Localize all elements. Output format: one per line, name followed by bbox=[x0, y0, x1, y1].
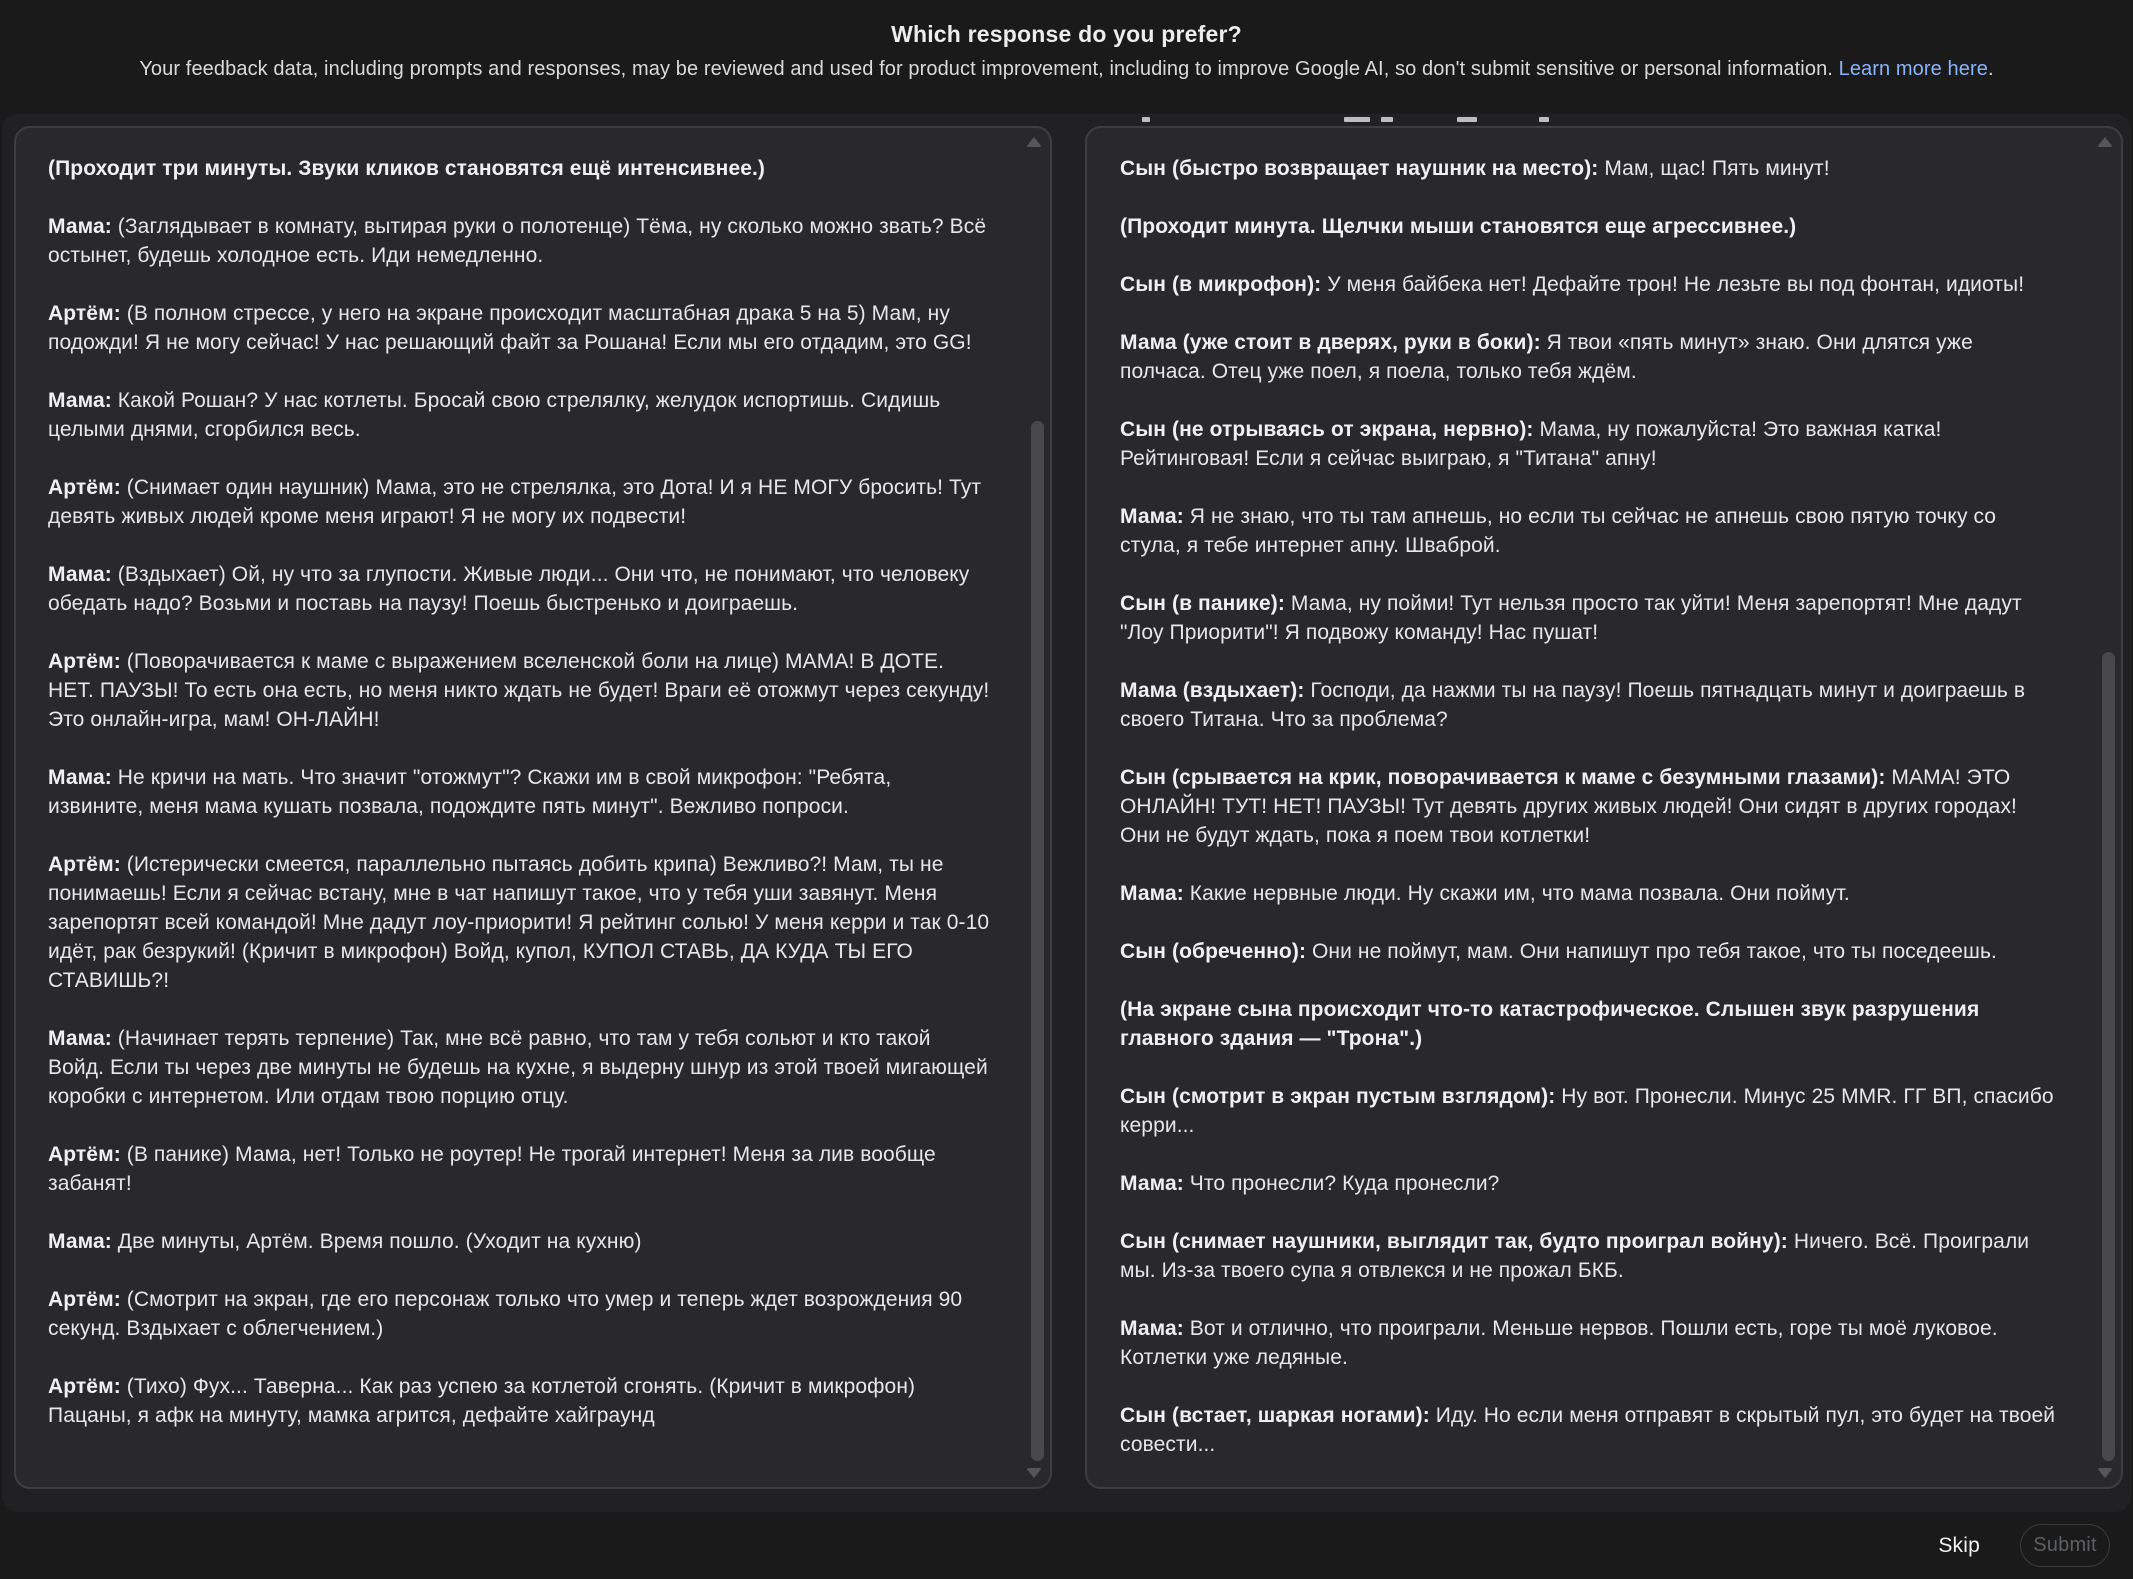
message bbox=[48, 299, 992, 357]
message-speaker: Мама: bbox=[48, 215, 112, 238]
scrollbar-thumb-left[interactable] bbox=[1031, 421, 1044, 1461]
message-text: Я не знаю, что ты там апнешь, но если ты сейчас не апнешь свою пятую точку со стула, я тебе интернет апну. Шваброй. bbox=[1120, 505, 1997, 557]
message-speaker: Сын (смотрит в экран пустым взглядом): bbox=[1120, 1085, 1556, 1108]
message-text: Мама, ну пойми! Тут нельзя просто так уйти! Меня зарепортят! Мне дадут "Лоу Приорити"! Я подвожу команду! Нас пушат! bbox=[1120, 592, 2022, 644]
message bbox=[1120, 1401, 2059, 1459]
message bbox=[1120, 270, 2059, 299]
message-text: (В панике) Мама, нет! Только не роутер! Не трогай интернет! Меня за лив вообще забанят! bbox=[48, 1143, 936, 1195]
message bbox=[48, 560, 992, 618]
message-speaker: Сын (встает, шаркая ногами): bbox=[1120, 1404, 1430, 1427]
message bbox=[1120, 763, 2059, 850]
message-speaker: Артём: bbox=[48, 650, 121, 673]
response-left-content bbox=[16, 128, 1050, 1487]
message-speaker: Мама (уже стоит в дверях, руки в боки): bbox=[1120, 331, 1541, 354]
learn-more-link[interactable]: Learn more here bbox=[1838, 58, 1988, 80]
message-speaker: Мама: bbox=[1120, 1317, 1184, 1340]
page-title: Which response do you prefer? bbox=[891, 21, 1242, 47]
message-speaker: Мама: bbox=[48, 563, 112, 586]
message-speaker: Мама: bbox=[1120, 505, 1184, 528]
comparison-card bbox=[2, 114, 2131, 1512]
message-speaker: Мама: bbox=[48, 389, 112, 412]
message-text: (Снимает один наушник) Мама, это не стрелялка, это Дота! И я НЕ МОГУ бросить! Тут девять живых людей кроме меня играют! Я не могу их подвести! bbox=[48, 476, 982, 528]
message-speaker: Мама (вздыхает): bbox=[1120, 679, 1305, 702]
response-panel-left[interactable] bbox=[14, 126, 1052, 1489]
message bbox=[48, 1372, 992, 1430]
scroll-up-arrow-left[interactable] bbox=[1026, 137, 1042, 147]
message bbox=[1120, 502, 2059, 560]
message bbox=[48, 386, 992, 444]
message-text: Ничего. Всё. Проиграли мы. Из-за твоего супа я отвлекся и не прожал БКБ. bbox=[1120, 1230, 2030, 1282]
message bbox=[1120, 1082, 2059, 1140]
message-text: У меня байбека нет! Дефайте трон! Не лезьте вы под фонтан, идиоты! bbox=[1321, 273, 2025, 296]
message-speaker: Артём: bbox=[48, 476, 121, 499]
message-text: (Заглядывает в комнату, вытирая руки о полотенце) Тёма, ну сколько можно звать? Всё остынет, будешь холодное есть. Иди немедленно. bbox=[48, 215, 987, 267]
message-text: Вот и отлично, что проиграли. Меньше нервов. Пошли есть, горе ты моё луковое. Котлетки уже ледяные. bbox=[1120, 1317, 1998, 1369]
message-speaker: Сын (не отрываясь от экрана, нервно): bbox=[1120, 418, 1534, 441]
message bbox=[48, 1024, 992, 1111]
message-speaker: Артём: bbox=[48, 302, 121, 325]
skip-button[interactable]: Skip bbox=[1928, 1526, 1990, 1566]
message-text: МАМА! ЭТО ОНЛАЙН! ТУТ! НЕТ! ПАУЗЫ! Тут девять других живых людей! Они сидят в других городах! Они не будут ждать, пока я поем твои котлетки! bbox=[1120, 766, 2017, 847]
message-text: (В полном стрессе, у него на экране происходит масштабная драка 5 на 5) Мам, ну подожди! Я не могу сейчас! У нас решающий файт за Рошана! Если мы его отдадим, это GG! bbox=[48, 302, 972, 354]
message bbox=[1120, 1169, 2059, 1198]
message-text: Мам, щас! Пять минут! bbox=[1598, 157, 1830, 180]
message-text: Они не поймут, мам. Они напишут про тебя такое, что ты поседеешь. bbox=[1306, 940, 1997, 963]
submit-button[interactable]: Submit bbox=[2020, 1524, 2110, 1567]
message-speaker: Сын (срывается на крик, поворачивается к маме с безумными глазами): bbox=[1120, 766, 1886, 789]
scroll-down-arrow-left[interactable] bbox=[1026, 1468, 1042, 1478]
message-text: Не кричи на мать. Что значит "отожмут"? Скажи им в свой микрофон: "Ребята, извините, меня мама кушать позвала, подождите пять минут". Вежливо попроси. bbox=[48, 766, 892, 818]
message-text: (Вздыхает) Ой, ну что за глупости. Живые люди... Они что, не понимают, что человеку обедать надо? Возьми и поставь на паузу! Поешь быстренько и доиграешь. bbox=[48, 563, 970, 615]
message bbox=[48, 154, 992, 183]
message-text: (Смотрит на экран, где его персонаж только что умер и теперь ждет возрождения 90 секунд. Вздыхает с облегчением.) bbox=[48, 1288, 963, 1340]
disclaimer-text bbox=[0, 58, 2133, 81]
message-speaker: (Проходит три минуты. Звуки кликов становятся ещё интенсивнее.) bbox=[48, 157, 766, 180]
message-speaker: Сын (снимает наушники, выглядит так, будто проиграл войну): bbox=[1120, 1230, 1788, 1253]
message bbox=[1120, 995, 2059, 1053]
message bbox=[1120, 879, 2059, 908]
scroll-up-arrow-right[interactable] bbox=[2097, 137, 2113, 147]
response-panel-right[interactable] bbox=[1085, 126, 2123, 1489]
message-text: Мама, ну пожалуйста! Это важная катка! Рейтинговая! Если я сейчас выиграю, я "Титана" апну! bbox=[1120, 418, 1942, 470]
message-text: Иду. Но если меня отправят в скрытый пул, это будет на твоей совести... bbox=[1120, 1404, 2056, 1456]
disclaimer-period: . bbox=[1987, 58, 1994, 80]
message-speaker: Артём: bbox=[48, 1375, 121, 1398]
message-speaker: Сын (в панике): bbox=[1120, 592, 1285, 615]
message-text: Господи, да нажми ты на паузу! Поешь пятнадцать минут и доиграешь в своего Титана. Что за проблема? bbox=[1120, 679, 2026, 731]
action-bar bbox=[0, 1512, 2133, 1579]
message bbox=[48, 763, 992, 821]
message bbox=[1120, 1314, 2059, 1372]
message bbox=[48, 647, 992, 734]
message-speaker: Артём: bbox=[48, 1143, 121, 1166]
message-speaker: Артём: bbox=[48, 1288, 121, 1311]
message bbox=[1120, 1227, 2059, 1285]
message-speaker: Сын (в микрофон): bbox=[1120, 273, 1322, 296]
message-speaker: Артём: bbox=[48, 853, 121, 876]
message-speaker: Мама: bbox=[1120, 1172, 1184, 1195]
message bbox=[1120, 937, 2059, 966]
message-speaker: Мама: bbox=[48, 1230, 112, 1253]
message bbox=[48, 1227, 992, 1256]
message-text: Я твои «пять минут» знаю. Они длятся уже полчаса. Отец уже поел, я поела, только тебя ждём. bbox=[1120, 331, 1973, 383]
message-speaker: Сын (быстро возвращает наушник на место): bbox=[1120, 157, 1599, 180]
response-right-content bbox=[1087, 128, 2121, 1487]
message bbox=[48, 850, 992, 995]
message-text: Ну вот. Пронесли. Минус 25 MMR. ГГ ВП, спасибо керри... bbox=[1120, 1085, 2054, 1137]
message-text: (Поворачивается к маме с выражением вселенской боли на лице) МАМА! В ДОТЕ. НЕТ. ПАУЗЫ! То есть она есть, но меня никто ждать не будет! Враги её отожмут через секунду! Это онлайн-игра, мам! ОН-ЛАЙН! bbox=[48, 650, 990, 731]
message bbox=[48, 1285, 992, 1343]
message-text: (Тихо) Фух... Таверна... Как раз успею за котлетой сгонять. (Кричит в микрофон) Пацаны, я афк на минуту, мамка агрится, дефайте хайграунд bbox=[48, 1375, 916, 1427]
message-text: (Истерически смеется, параллельно пытаясь добить крипа) Вежливо?! Мам, ты не понимаешь! Если я сейчас встану, мне в чат напишут такое, что у тебя уши завянут. Меня зарепортят всей командой! Мне дадут лоу-приорити! Я рейтинг солью! У меня керри и так 0-10 идёт, рак безрукий! (Кричит в микрофон) Войд, купол, КУПОЛ СТАВЬ, ДА КУДА ТЫ ЕГО СТАВИШЬ?! bbox=[48, 853, 990, 992]
message-speaker: Мама: bbox=[48, 766, 112, 789]
message-speaker: (На экране сына происходит что-то катастрофическое. Слышен звук разрушения главного здания — "Трона".) bbox=[1120, 998, 1980, 1050]
message-text: Что пронесли? Куда пронесли? bbox=[1183, 1172, 1500, 1195]
message-text: (Начинает терять терпение) Так, мне всё равно, что там у тебя сольют и кто такой Войд. Если ты через две минуты не будешь на кухне, я выдерну шнур из этой твоей мигающей коробки с интернетом. Или отдам твою порцию отцу. bbox=[48, 1027, 988, 1108]
message-speaker: Мама: bbox=[1120, 882, 1184, 905]
message bbox=[48, 212, 992, 270]
message-text: Две минуты, Артём. Время пошло. (Уходит на кухню) bbox=[111, 1230, 642, 1253]
message-text: Какой Рошан? У нас котлеты. Бросай свою стрелялку, желудок испортишь. Сидишь целыми днями, сгорбился весь. bbox=[48, 389, 941, 441]
message bbox=[1120, 676, 2059, 734]
message-speaker: (Проходит минута. Щелчки мыши становятся еще агрессивнее.) bbox=[1120, 215, 1797, 238]
message bbox=[1120, 328, 2059, 386]
scrollbar-thumb-right[interactable] bbox=[2102, 652, 2115, 1461]
message bbox=[48, 473, 992, 531]
message-speaker: Мама: bbox=[48, 1027, 112, 1050]
message-text: Какие нервные люди. Ну скажи им, что мама позвала. Они поймут. bbox=[1183, 882, 1850, 905]
message bbox=[48, 1140, 992, 1198]
message bbox=[1120, 415, 2059, 473]
message bbox=[1120, 212, 2059, 241]
scroll-down-arrow-right[interactable] bbox=[2097, 1468, 2113, 1478]
clipped-text-sliver bbox=[2, 117, 2131, 123]
message-speaker: Сын (обреченно): bbox=[1120, 940, 1307, 963]
message bbox=[1120, 589, 2059, 647]
disclaimer-body: Your feedback data, including prompts and responses, may be reviewed and used for product improvement, including to improve Google AI, so don't submit sensitive or personal information. bbox=[139, 58, 1839, 80]
feedback-header bbox=[0, 0, 2133, 114]
message bbox=[1120, 154, 2059, 183]
